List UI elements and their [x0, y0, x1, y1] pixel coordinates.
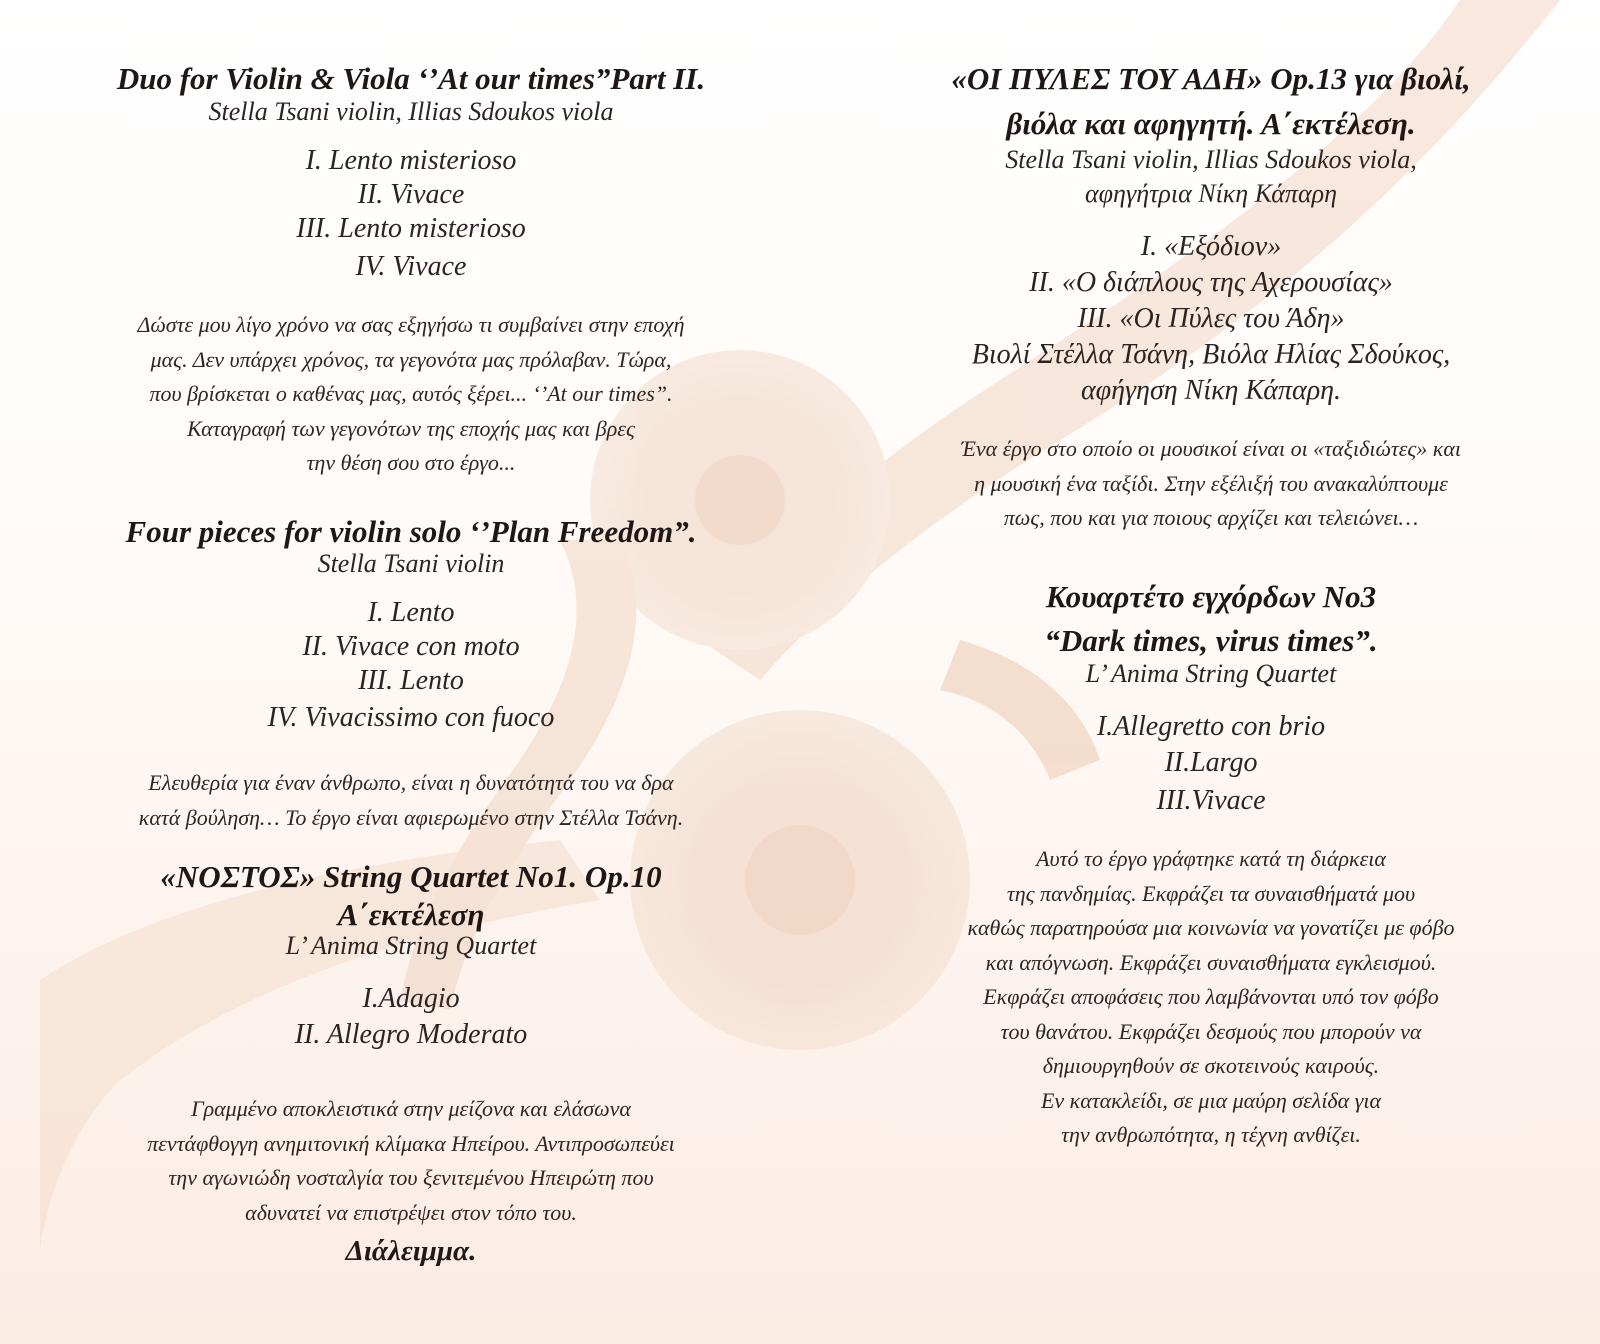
description-line: την αγωνιώδη νοσταλγία του ξενιτεμένου Ηπειρώτη που: [168, 1165, 654, 1190]
performers: Stella Tsani violin, Illias Sdoukos viola: [208, 97, 614, 126]
work-title: «ΟΙ ΠΥΛΕΣ ΤΟΥ ΑΔΗ» Op.13 για βιολί,: [951, 61, 1471, 96]
movement: II. Vivace: [357, 179, 465, 210]
description-line: την θέση σου στο έργο...: [306, 450, 516, 475]
description-line: κατά βούληση… Το έργο είναι αφιερωμένο στην Στέλλα Τσάνη.: [138, 804, 684, 830]
description-line: Εν κατακλείδι, σε μια μαύρη σελίδα για: [1040, 1087, 1382, 1113]
work-title: «ΝΟΣΤΟΣ» String Quartet No1. Op.10: [160, 859, 662, 894]
movement: III. Lento misterioso: [296, 213, 526, 244]
description-line: την ανθρωπότητα, η τέχνη ανθίζει.: [1061, 1122, 1361, 1147]
movement: I.Adagio: [362, 983, 460, 1014]
description-line: του θανάτου. Εκφράζει δεσμούς που μπορούν να: [1000, 1018, 1422, 1044]
work-description: [38, 766, 784, 835]
movement: III. Lento: [358, 665, 464, 696]
movement: I. Lento misterioso: [305, 145, 517, 176]
movement: I.Allegretto con brio: [1096, 711, 1326, 742]
description-line: που βρίσκεται ο καθένας μας, αυτός ξέρει... ‘’At our times”.: [149, 381, 673, 406]
work-title-line2: Α΄εκτέλεση: [337, 897, 485, 932]
work-description: [893, 842, 1529, 1153]
performers: L’ Anima String Quartet: [285, 931, 537, 960]
intermission: Διάλειμμα.: [345, 1235, 477, 1267]
description-line: Δώστε μου λίγο χρόνο να σας εξηγήσω τι συμβαίνει στην εποχή: [137, 312, 685, 337]
work-title-line2: βιόλα και αφηγητή. Α΄εκτέλεση.: [1006, 106, 1416, 141]
performers: L’ Anima String Quartet: [1085, 659, 1337, 688]
movement: III.Vivace: [1156, 785, 1266, 816]
description-line: μας. Δεν υπάρχει χρόνος, τα γεγονότα μας πρόλαβαν. Τώρα,: [150, 346, 672, 372]
description-line: Εκφράζει αποφάσεις που λαμβάνονται υπό τον φόβο: [983, 984, 1439, 1009]
work-title: Κουαρτέτο εγχόρδων Νο3: [1045, 579, 1377, 614]
movement: II. Vivace con moto: [302, 631, 520, 662]
description-line: Καταγραφή των γεγονότων της εποχής μας και βρες: [187, 415, 635, 441]
movement: IV. Vivace: [355, 251, 467, 282]
description-line: Ένα έργο στο οποίο οι μουσικοί είναι οι «ταξιδιώτες» και: [960, 436, 1462, 461]
movement: I. «Εξόδιον»: [1140, 231, 1282, 262]
movement: III. «Οι Πύλες του Άδη»: [1077, 303, 1345, 334]
work-description: [893, 432, 1529, 536]
movement: II. Allegro Moderato: [294, 1019, 528, 1050]
description-line: Γραμμένο αποκλειστικά στην μείζονα και ελάσωνα: [191, 1096, 631, 1121]
performers: Stella Tsani violin: [317, 549, 505, 578]
work-description: [38, 308, 784, 481]
description-line: της πανδημίας. Εκφράζει τα συναισθήματά μου: [1006, 880, 1416, 906]
description-line: πεντάφθογγη ανημιτονική κλίμακα Ηπείρου. Αντιπροσωπεύει: [147, 1130, 675, 1156]
work-title: Four pieces for violin solo ‘’Plan Freedom”.: [125, 514, 697, 549]
credits: Βιολί Στέλλα Τσάνη, Βιόλα Ηλίας Σδούκος,: [971, 339, 1451, 370]
movement: I. Lento: [367, 597, 455, 628]
description-line: Αυτό το έργο γράφτηκε κατά τη διάρκεια: [1036, 846, 1386, 871]
description-line: Ελευθερία για έναν άνθρωπο, είναι η δυνατότητά του να δρα: [148, 770, 674, 795]
description-line: καθώς παρατηρούσα μια κοινωνία να γονατίζει με φόβο: [967, 915, 1455, 940]
description-line: αδυνατεί να επιστρέψει στον τόπο του.: [245, 1199, 577, 1225]
movement: II.Largo: [1164, 747, 1258, 778]
description-line: και απόγνωση. Εκφράζει συναισθήματα εγκλεισμού.: [985, 949, 1437, 975]
movement: II. «Ο διάπλους της Αχερουσίας»: [1029, 267, 1393, 298]
performers-line2: αφηγήτρια Νίκη Κάπαρη: [1085, 179, 1337, 208]
credits-line2: αφήγηση Νίκη Κάπαρη.: [1080, 375, 1342, 406]
performers: Stella Tsani violin, Illias Sdoukos viola,: [1005, 145, 1417, 174]
description-line: η μουσική ένα ταξίδι. Στην εξέλιξή του ανακαλύπτουμε: [974, 470, 1448, 496]
description-line: πως, που και για ποιους αρχίζει και τελειώνει…: [1003, 505, 1419, 530]
movement: IV. Vivacissimo con fuoco: [267, 702, 555, 733]
work-title-line2: “Dark times, virus times”.: [1044, 623, 1378, 658]
work-description: [38, 1092, 784, 1230]
description-line: δημιουργηθούν σε σκοτεινούς καιρούς.: [1042, 1053, 1380, 1078]
work-title: Duo for Violin & Viola ‘’At our times”Part II.: [116, 61, 706, 96]
